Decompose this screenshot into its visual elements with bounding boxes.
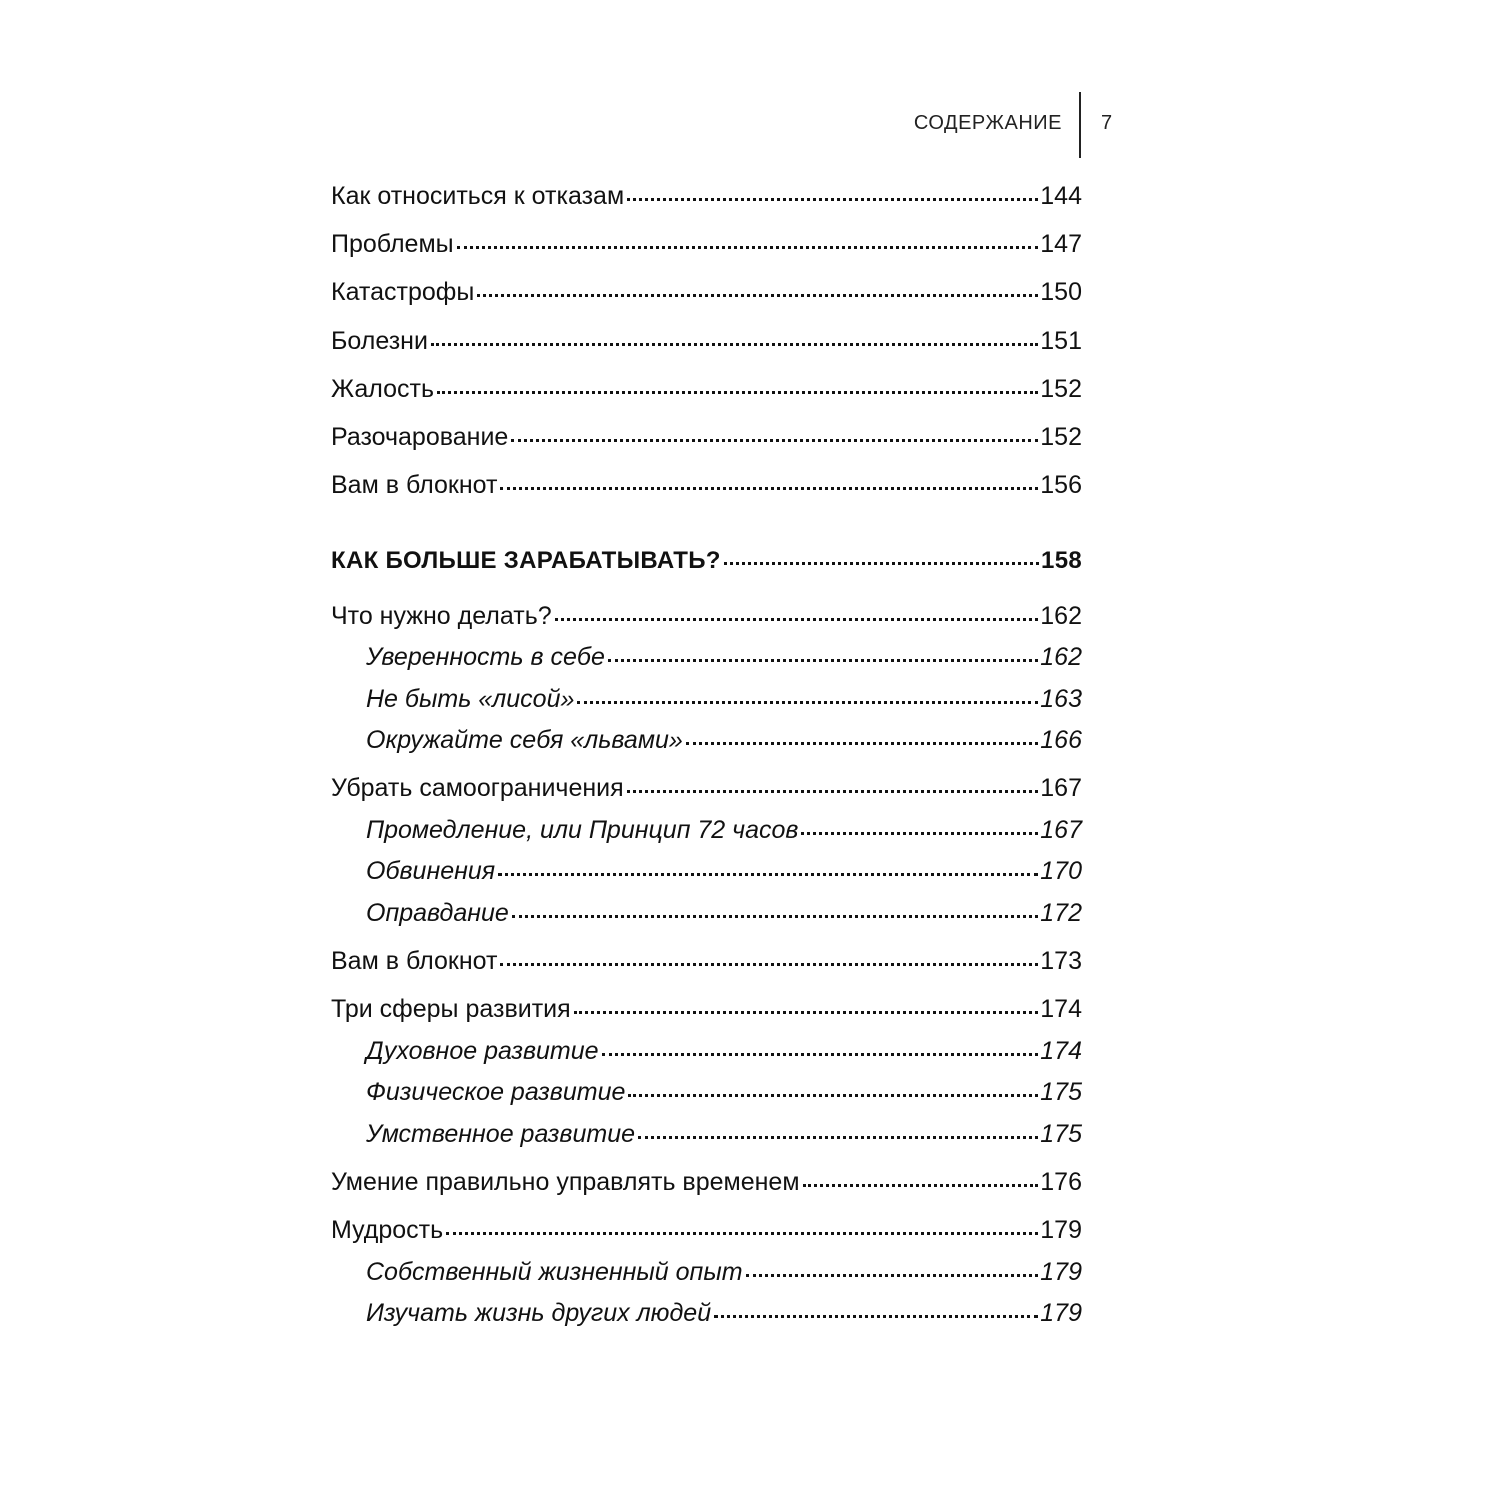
toc-entry bbox=[331, 470, 1082, 500]
dot-leader bbox=[627, 790, 1039, 793]
toc-entry bbox=[331, 181, 1082, 211]
dot-leader bbox=[686, 742, 1039, 745]
dot-leader bbox=[555, 618, 1039, 621]
toc-entry-title: Обвинения bbox=[366, 857, 496, 885]
dot-leader bbox=[602, 1053, 1039, 1056]
toc-entry-title: Мудрость bbox=[331, 1216, 444, 1244]
toc-entry-page: 144 bbox=[1040, 182, 1082, 210]
toc-entry-title: Духовное развитие bbox=[366, 1037, 599, 1065]
toc-chapter-heading bbox=[331, 546, 1082, 576]
toc-entry-page: 175 bbox=[1040, 1120, 1082, 1148]
toc-entry bbox=[331, 1215, 1082, 1245]
dot-leader bbox=[500, 487, 1038, 490]
toc-entry bbox=[331, 422, 1082, 452]
dot-leader bbox=[638, 1136, 1038, 1139]
toc-subentry bbox=[366, 684, 1082, 714]
dot-leader bbox=[477, 294, 1038, 297]
toc-entry-title: Жалость bbox=[331, 375, 435, 403]
toc-subentry bbox=[366, 898, 1082, 928]
toc-entry-page: 167 bbox=[1040, 816, 1082, 844]
toc-entry bbox=[331, 229, 1082, 259]
page-number: 7 bbox=[1101, 112, 1113, 134]
toc-entry-page: 179 bbox=[1040, 1299, 1082, 1327]
toc-entry bbox=[331, 601, 1082, 631]
toc-entry-page: 166 bbox=[1040, 726, 1082, 754]
toc-subentry bbox=[366, 642, 1082, 672]
toc-entry-title: Изучать жизнь других людей bbox=[366, 1299, 712, 1327]
toc-entry-title: Разочарование bbox=[331, 423, 509, 451]
toc-entry-title: Умственное развитие bbox=[366, 1120, 636, 1148]
dot-leader bbox=[512, 915, 1038, 918]
dot-leader bbox=[431, 343, 1038, 346]
dot-leader bbox=[574, 1011, 1039, 1014]
toc-entry-page: 174 bbox=[1040, 995, 1082, 1023]
toc-entry-title: Оправдание bbox=[366, 899, 509, 927]
toc-entry-page: 162 bbox=[1040, 643, 1082, 671]
toc-subentry bbox=[366, 1119, 1082, 1149]
toc-entry-title: Окружайте себя «львами» bbox=[366, 726, 683, 754]
toc-entry-page: 147 bbox=[1040, 230, 1082, 258]
toc-subentry bbox=[366, 1298, 1082, 1328]
toc-entry-page: 152 bbox=[1040, 423, 1082, 451]
toc-entry-title: Проблемы bbox=[331, 230, 454, 258]
toc-entry bbox=[331, 946, 1082, 976]
dot-leader bbox=[498, 873, 1038, 876]
toc-subentry bbox=[366, 725, 1082, 755]
toc-entry-title: Вам в блокнот bbox=[331, 471, 498, 499]
running-head-title: СОДЕРЖАНИЕ bbox=[913, 112, 1062, 134]
dot-leader bbox=[714, 1315, 1038, 1318]
dot-leader bbox=[608, 659, 1038, 662]
toc-entry-title: Катастрофы bbox=[331, 278, 475, 306]
toc-subentry bbox=[366, 1077, 1082, 1107]
toc-entry-title: Уверенность в себе bbox=[366, 643, 605, 671]
dot-leader bbox=[724, 562, 1039, 565]
toc-entry-page: 172 bbox=[1040, 899, 1082, 927]
dot-leader bbox=[511, 439, 1038, 442]
toc-entry-title: Промедление, или Принцип 72 часов bbox=[366, 816, 799, 844]
toc-entry-page: 173 bbox=[1040, 947, 1082, 975]
toc-entry-page: 163 bbox=[1040, 685, 1082, 713]
header-divider bbox=[1079, 92, 1081, 158]
toc-entry-page: 175 bbox=[1040, 1078, 1082, 1106]
toc-entry bbox=[331, 773, 1082, 803]
toc-entry bbox=[331, 326, 1082, 356]
toc-entry-page: 156 bbox=[1040, 471, 1082, 499]
toc-entry bbox=[331, 994, 1082, 1024]
toc-entry bbox=[331, 374, 1082, 404]
toc-entry-title: Что нужно делать? bbox=[331, 602, 552, 630]
toc-entry bbox=[331, 1167, 1082, 1197]
dot-leader bbox=[500, 963, 1038, 966]
toc-entry-page: 152 bbox=[1040, 375, 1082, 403]
dot-leader bbox=[457, 246, 1039, 249]
toc-entry bbox=[331, 277, 1082, 307]
dot-leader bbox=[746, 1274, 1039, 1277]
toc-entry-page: 174 bbox=[1040, 1037, 1082, 1065]
toc-entry-title: Не быть «лисой» bbox=[366, 685, 575, 713]
dot-leader bbox=[627, 198, 1038, 201]
toc-entry-page: 179 bbox=[1040, 1216, 1082, 1244]
dot-leader bbox=[446, 1232, 1038, 1235]
dot-leader bbox=[801, 832, 1038, 835]
toc-subentry bbox=[366, 1036, 1082, 1066]
toc-entry-title: Умение правильно управлять временем bbox=[331, 1168, 800, 1196]
toc-entry-page: 158 bbox=[1041, 547, 1082, 574]
toc-entry-title: Болезни bbox=[331, 327, 428, 355]
dot-leader bbox=[577, 701, 1038, 704]
dot-leader bbox=[803, 1184, 1039, 1187]
toc-entry-title: Как относиться к отказам bbox=[331, 182, 625, 210]
toc-subentry bbox=[366, 1257, 1082, 1287]
toc-entry-page: 151 bbox=[1040, 327, 1082, 355]
toc-entry-title: Вам в блокнот bbox=[331, 947, 498, 975]
toc-entry-title: Собственный жизненный опыт bbox=[366, 1258, 743, 1286]
toc-entry-title: Три сферы развития bbox=[331, 995, 571, 1023]
toc-entry-page: 170 bbox=[1040, 857, 1082, 885]
toc-subentry bbox=[366, 856, 1082, 886]
dot-leader bbox=[628, 1094, 1038, 1097]
toc-entry-page: 162 bbox=[1040, 602, 1082, 630]
dot-leader bbox=[437, 391, 1038, 394]
toc-entry-page: 150 bbox=[1040, 278, 1082, 306]
toc-entry-title: Убрать самоограничения bbox=[331, 774, 624, 802]
toc-entry-title: КАК БОЛЬШЕ ЗАРАБАТЫВАТЬ? bbox=[331, 547, 721, 574]
toc-entry-title: Физическое развитие bbox=[366, 1078, 626, 1106]
toc-entry-page: 179 bbox=[1040, 1258, 1082, 1286]
toc-entry-page: 176 bbox=[1040, 1168, 1082, 1196]
toc-subentry bbox=[366, 815, 1082, 845]
toc-entry-page: 167 bbox=[1040, 774, 1082, 802]
